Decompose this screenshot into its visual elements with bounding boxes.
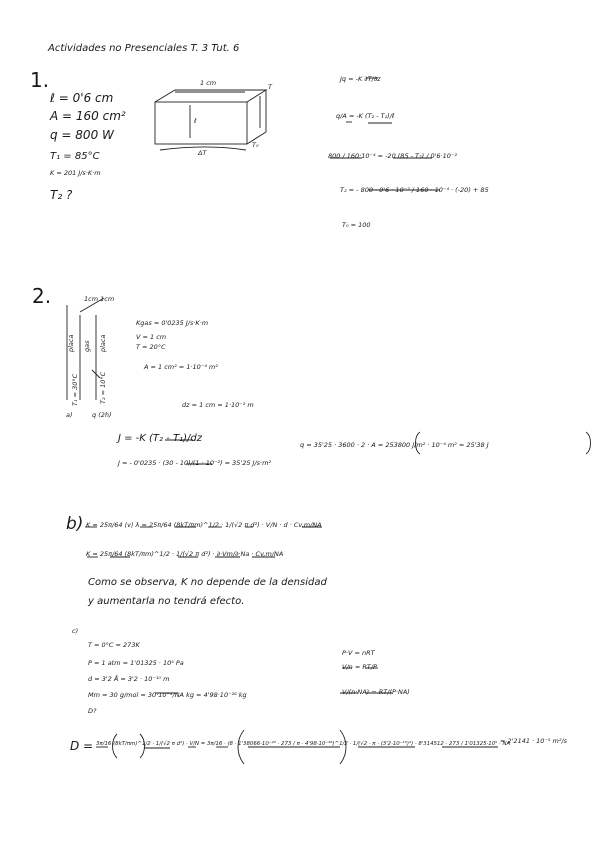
diagram-label-t: T [268,83,272,91]
part-c-label: c) [72,627,79,635]
p1-given-area: A = 160 cm² [50,109,126,123]
part-c-unknown: D? [88,707,97,715]
part-d-result: = 2'2141 · 10⁻⁵ m²/s [500,737,568,745]
p1-given-heat: q = 800 W [50,128,114,142]
p1-given-k: K = 201 J/s·K·m [50,169,101,177]
p1-substitution: 800 / 160·10⁻⁴ = -20 (85 - T₂) / 0'6·10⁻² [328,152,457,160]
diagram-label-length: ℓ [194,117,197,125]
part-c-mass: Mm = 30 g/mol = 30·10⁻³/NA kg = 4'98·10⁻²⁶ kg [88,691,247,699]
part-d-eq: 3π/16 (8kT/πm)^1/2 · 1/(√2 π d²) · V/N = 3π/16 · (8 · 1'38066·10⁻²³ · 273 / π · 4'98·10⁻²⁶)^1/2 · 1/(√2 · π · (3'2·10⁻¹⁰)²) · 8'314512 · 273 / 1'01325·10⁵ · NA [96,741,511,747]
p1-given-t1: T₁ = 85°C [50,151,100,162]
part-a-label: a) [66,411,73,419]
diagram-label-top: 1 cm [200,79,217,87]
p1-given-length: ℓ = 0'6 cm [50,91,114,105]
diagram-label-t0: T₀ [252,141,259,149]
diagram-label-t1: T₁ = 30°C [71,373,79,406]
part-b-note1: Como se observa, K no depende de la densidad [88,577,327,588]
p2-given-t: T = 20°C [136,343,166,351]
p2-dz: dz = 1 cm = 1·10⁻² m [182,401,254,409]
part-b-eq2: K = 25π/64 (8kT/πm)^1/2 · 1/(√2 π d²) · ∂·Vm/∂·Na · Cv,m/NA [86,550,284,558]
part-a-eq2: J = - 0'0235 · (30 - 10)/(1 · 10⁻²) = 35'25 J/s·m² [118,459,272,467]
diagram-label-spacing: 1cm 1cm [84,295,115,303]
part-c-ideal-gas-1: P·V = nRT [342,649,375,657]
p1-unknown: T₂ ? [50,188,73,202]
diagram-label-plate-2: placa [99,334,107,352]
p1-result: T₀ = 100 [342,221,371,229]
diagram-label-gas: gas [83,340,91,352]
part-a-eq1: J = -K (T₂ - T₁)/dz [118,433,202,444]
diagram-label-plate-1: placa [67,334,75,352]
part-c-ideal-gas-2: V/n = RT/P [342,663,377,671]
part-b-eq1: K = 25π/64 ⟨v⟩ λ = 25π/64 (8kT/πm)^1/2 · 1/(√2 π d²) · V/N · d · Cv,m/NA [86,521,322,529]
part-c-diameter: d = 3'2 Å = 3'2 · 10⁻¹⁰ m [88,675,170,683]
diagram-label-bottom: ΔT [198,149,207,157]
part-a-result: q = 35'25 · 3600 · 2 · A = 253800 J/m² · 10⁻⁴ m² = 25'38 J [300,441,489,449]
page-title: Actividades no Presenciales T. 3 Tut. 6 [48,43,240,54]
part-d-label: D = [70,739,94,753]
diagram-label-t2: T₂ = 10°C [99,371,107,404]
part-c-ideal-gas-3: V/(n·NA) = RT/(P·NA) [342,688,410,696]
problem-2-number: 2. [32,284,52,308]
part-a-heading: q (2h) [92,411,112,419]
part-c-temp: T = 0°C = 273K [88,641,140,649]
p2-given-v: V = 1 cm [136,333,167,341]
part-b-note2: y aumentarla no tendrá efecto. [88,596,245,607]
part-b-label: b) [66,514,84,534]
heat-slab-diagram [155,90,266,150]
problem-1-number: 1. [30,68,50,92]
p1-fourier-law: Jq = -K ∂T/∂z [340,75,381,83]
part-c-pressure: P = 1 atm = 1'01325 · 10⁵ Pa [88,659,184,667]
p1-flux-eq: q/A = -K (T₂ - T₁)/ℓ [336,112,395,120]
p2-given-kgas: Kgas = 0'0235 J/s·K·m [136,319,209,327]
p2-given-area: A = 1 cm² = 1·10⁻⁴ m² [144,363,218,371]
p1-solve-t2: T₂ = - 800 · 0'6 · 10⁻² / 160 · 10⁻⁴ · (-20) + 85 [340,186,489,194]
